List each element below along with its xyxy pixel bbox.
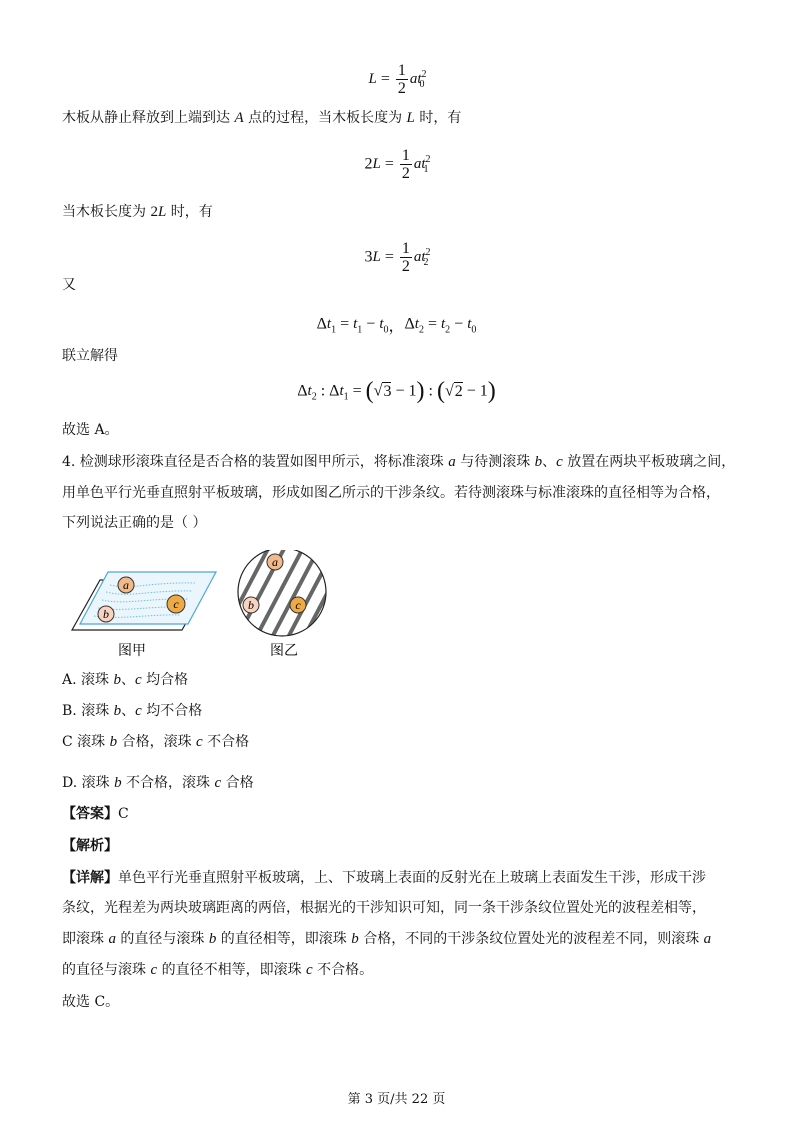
subscript: 2 [418,324,424,336]
eq-term: L [372,249,381,265]
text-segment: 不合格。 [312,962,374,978]
text-segment: 4. 检测球形滚珠直径是否合格的装置如图甲所示，将标准滚珠 [62,454,449,470]
equation-5 [0,378,793,405]
math-variable: a [703,931,712,947]
math-variable: c [150,962,158,978]
subscript: 1 [343,391,349,403]
eq-var: t [441,316,446,332]
text-segment: 均不合格 [141,703,203,719]
paren: ) [487,378,496,404]
fraction [400,240,412,275]
radicand: 2 [454,382,463,400]
eq-sign: = [423,315,441,333]
superscript: 2 [425,247,431,258]
eq-term: a [413,156,422,172]
paren: ( [365,378,374,404]
subscript: 2 [311,391,317,403]
ball-b-label: b [103,607,109,621]
figure-interference [70,550,330,660]
math-variable: c [196,734,203,750]
numerator: 1 [397,62,406,79]
text-segment: A. 滚珠 [62,672,114,688]
superscript: 2 [421,69,427,80]
eq-coef: 3 [364,248,373,266]
eq-var: t [414,316,419,332]
subscript: 0 [471,324,477,336]
text-segment: 下列说法正确的是（ ） [62,515,207,531]
text-line-5 [62,420,119,440]
page-footer: 第 3 页/共 22 页 [347,1092,446,1107]
math-variable: b [113,703,122,719]
analysis-heading [62,836,118,856]
subscript: 0 [383,324,389,336]
text-segment: 不合格 [202,734,250,750]
text-segment: 条纹，光程差为两块玻璃距离的两倍，根据光的干涉知识可知，同一条干涉条纹位置处光的波程差相等， [62,900,706,916]
text-segment: 当木板长度为 [62,204,151,220]
subscript: 2 [423,257,429,268]
eq-sign: = [348,382,366,400]
subscript: 1 [423,164,429,175]
detail-line-4 [62,960,373,980]
ball-a-label: a [272,555,278,569]
text-segment: 故选 A。 [62,422,119,438]
caption-jia: 图甲 [118,643,146,659]
paren: ) [416,378,425,404]
text-segment: 合格，滚珠 [117,734,197,750]
sqrt-sign: √ [373,382,383,400]
eq-var: t [326,316,332,332]
option-b [62,701,202,721]
subscript: 2 [445,324,451,336]
question-line-2 [62,483,720,503]
eq-var: t [379,316,384,332]
eq-term: a [413,249,422,265]
math-variable: L [157,204,167,220]
text-segment: 、 [120,672,135,688]
text-segment: 又 [62,277,76,293]
text-segment: 、 [542,454,557,470]
detail-line-2 [62,898,706,918]
text-segment: 均合格 [141,672,189,688]
denominator: 2 [401,165,410,182]
delta: Δ [316,315,327,333]
math-variable: L [406,110,415,126]
math-variable: A [234,110,244,126]
option-c [62,732,249,752]
detail-line-3 [62,929,711,949]
math-variable: b [113,672,121,688]
minus: − 1 [462,382,488,400]
equation-2 [0,147,793,182]
subscript: 1 [331,324,337,336]
section-label: 【答案】 [62,806,118,822]
superscript: 2 [425,154,431,165]
text-segment: 放置在两块平板玻璃之间， [562,454,736,470]
math-variable: c [214,775,222,791]
eq-var: t [353,316,358,332]
radicand: 3 [383,382,392,400]
separator: ， [388,318,405,335]
text-segment: 合格 [221,775,254,791]
eq-var: t [417,71,422,87]
text-segment: 单色平行光垂直照射平板玻璃，上、下玻璃上表面的反射光在上玻璃上表面发生干涉，形成干涉 [118,870,706,886]
math-variable: b [351,931,359,947]
detail-line-1 [62,868,706,888]
text-segment: 与待测滚珠 [455,454,535,470]
equation-3 [0,240,793,275]
math-variable: b [534,454,543,470]
text-segment: 木板从静止释放到上端到达 [62,110,235,126]
eq-sign: = [380,248,398,266]
eq-coef: 2 [364,155,373,173]
figure-jia [72,572,216,659]
eq-var: t [339,383,344,399]
ball-c-label: c [295,598,301,612]
answer-line [62,804,129,824]
delta: Δ [329,382,340,400]
eq-term [421,247,431,268]
eq-var: t [307,383,312,399]
denominator: 2 [397,80,406,97]
subscript: 1 [357,324,363,336]
text-segment: 点的过程，当木板长度为 [243,110,407,126]
eq-sign: = [376,70,394,88]
ball-b-label: b [248,598,254,612]
option-a [62,670,188,690]
math-variable: a [448,454,456,470]
minus: − 1 [391,382,417,400]
text-segment: D. 滚珠 [62,775,115,791]
math-variable: c [556,454,563,470]
conclusion-line [62,992,119,1012]
text-segment: 用单色平行光垂直照射平板玻璃，形成如图乙所示的干涉条纹。若待测滚珠与标准滚珠的直径相等为合格， [62,485,720,501]
eq-term: L [368,71,377,87]
text-segment: 2 [150,204,158,220]
math-variable: c [135,703,142,719]
text-segment: 即滚珠 [62,931,109,947]
eq-term [421,154,431,175]
minus: − [362,315,380,333]
math-variable: a [108,931,116,947]
text-segment: 的直径相等，即滚珠 [216,931,352,947]
eq-term [417,69,427,90]
text-line-1 [62,108,461,128]
text-segment: 的直径与滚珠 [62,962,151,978]
text-line-2 [62,202,213,222]
delta: Δ [297,382,308,400]
caption-yi: 图乙 [270,643,298,659]
delta: Δ [404,315,415,333]
text-line-3 [62,275,76,295]
fraction [396,62,408,97]
fraction [400,147,412,182]
denominator: 2 [401,258,410,275]
text-segment: 合格，不同的干涉条纹位置处光的波程差不同，则滚珠 [358,931,704,947]
eq-term: L [372,156,381,172]
colon: : [424,382,437,400]
text-segment: B. 滚珠 [62,703,114,719]
text-segment: 不合格，滚珠 [121,775,215,791]
math-variable: b [109,734,118,750]
text-segment: 时，有 [414,110,462,126]
subscript: 0 [419,79,425,90]
figure-yi [220,550,330,659]
text-segment: C 滚珠 [62,734,110,750]
text-segment: 时，有 [166,204,213,220]
math-variable: b [114,775,122,791]
eq-var: t [467,316,472,332]
minus: − [450,315,468,333]
sqrt-sign: √ [444,382,454,400]
math-variable: c [134,672,142,688]
eq-term: a [409,71,418,87]
equation-4 [0,313,793,336]
option-d [62,773,254,793]
text-line-4 [62,346,118,366]
text-segment: 的直径不相等，即滚珠 [157,962,307,978]
section-label: 【详解】 [62,870,118,886]
ball-c-label: c [173,597,179,611]
numerator: 1 [401,240,410,257]
numerator: 1 [401,147,410,164]
text-segment: C [118,806,129,822]
question-line-1 [62,452,735,472]
ball-a-label: a [123,578,129,592]
question-line-3 [62,513,206,533]
eq-sign: = [336,315,354,333]
text-segment: 联立解得 [62,348,118,364]
section-label: 【解析】 [62,838,118,854]
eq-sign: = [380,155,398,173]
text-segment: 故选 C。 [62,994,120,1010]
paren: ( [436,378,445,404]
eq-var: t [421,156,426,172]
equation-1 [0,62,793,97]
eq-var: t [421,249,426,265]
text-segment: 、 [121,703,136,719]
colon: : [316,382,330,400]
math-variable: c [306,962,313,978]
text-segment: 的直径与滚珠 [115,931,209,947]
math-variable: b [208,931,217,947]
